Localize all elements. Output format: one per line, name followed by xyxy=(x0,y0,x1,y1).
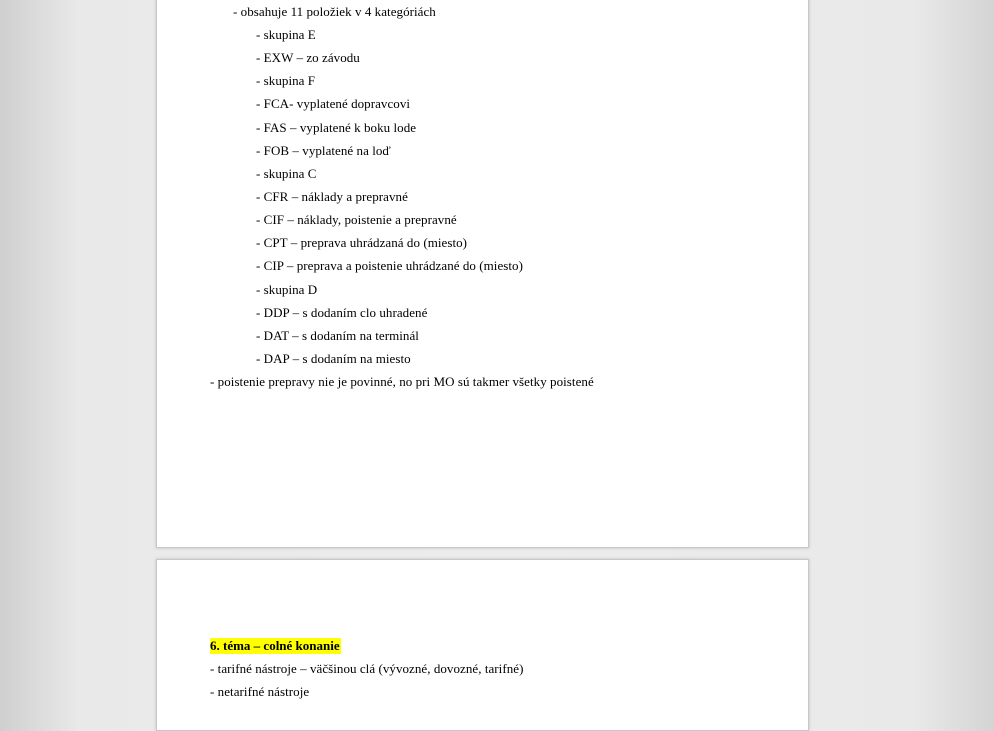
text-line: - skupina C xyxy=(256,166,317,181)
section-heading: 6. téma – colné konanie xyxy=(210,638,340,653)
text-line: - DDP – s dodaním clo uhradené xyxy=(256,305,428,320)
text-line: - CIF – náklady, poistenie a prepravné xyxy=(256,212,457,227)
text-line: - DAP – s dodaním na miesto xyxy=(256,351,411,366)
text-line: - skupina F xyxy=(256,73,316,88)
text-line: - skupina D xyxy=(256,282,318,297)
text-line: - CIP – preprava a poistenie uhrádzané do (miesto) xyxy=(256,258,523,273)
text-line: - poistenie prepravy nie je povinné, no pri MO sú takmer všetky poistené xyxy=(210,374,594,389)
text-line: - FOB – vyplatené na loď xyxy=(256,143,391,158)
text-line: - netarifné nástroje xyxy=(210,684,310,699)
text-line: - tarifné nástroje – väčšinou clá (vývozné, dovozné, tarifné) xyxy=(210,661,524,676)
text-line: - FAS – vyplatené k boku lode xyxy=(256,120,417,135)
document-page-1[interactable] xyxy=(156,0,809,548)
document-page-2[interactable] xyxy=(156,559,809,731)
text-line: - CFR – náklady a prepravné xyxy=(256,189,408,204)
text-line: - CPT – preprava uhrádzaná do (miesto) xyxy=(256,235,468,250)
text-line: - skupina E xyxy=(256,27,316,42)
text-line: - EXW – zo závodu xyxy=(256,50,360,65)
text-line: - FCA- vyplatené dopravcovi xyxy=(256,96,411,111)
text-line: - obsahuje 11 položiek v 4 kategóriách xyxy=(233,4,436,19)
text-line: - DAT – s dodaním na terminál xyxy=(256,328,419,343)
